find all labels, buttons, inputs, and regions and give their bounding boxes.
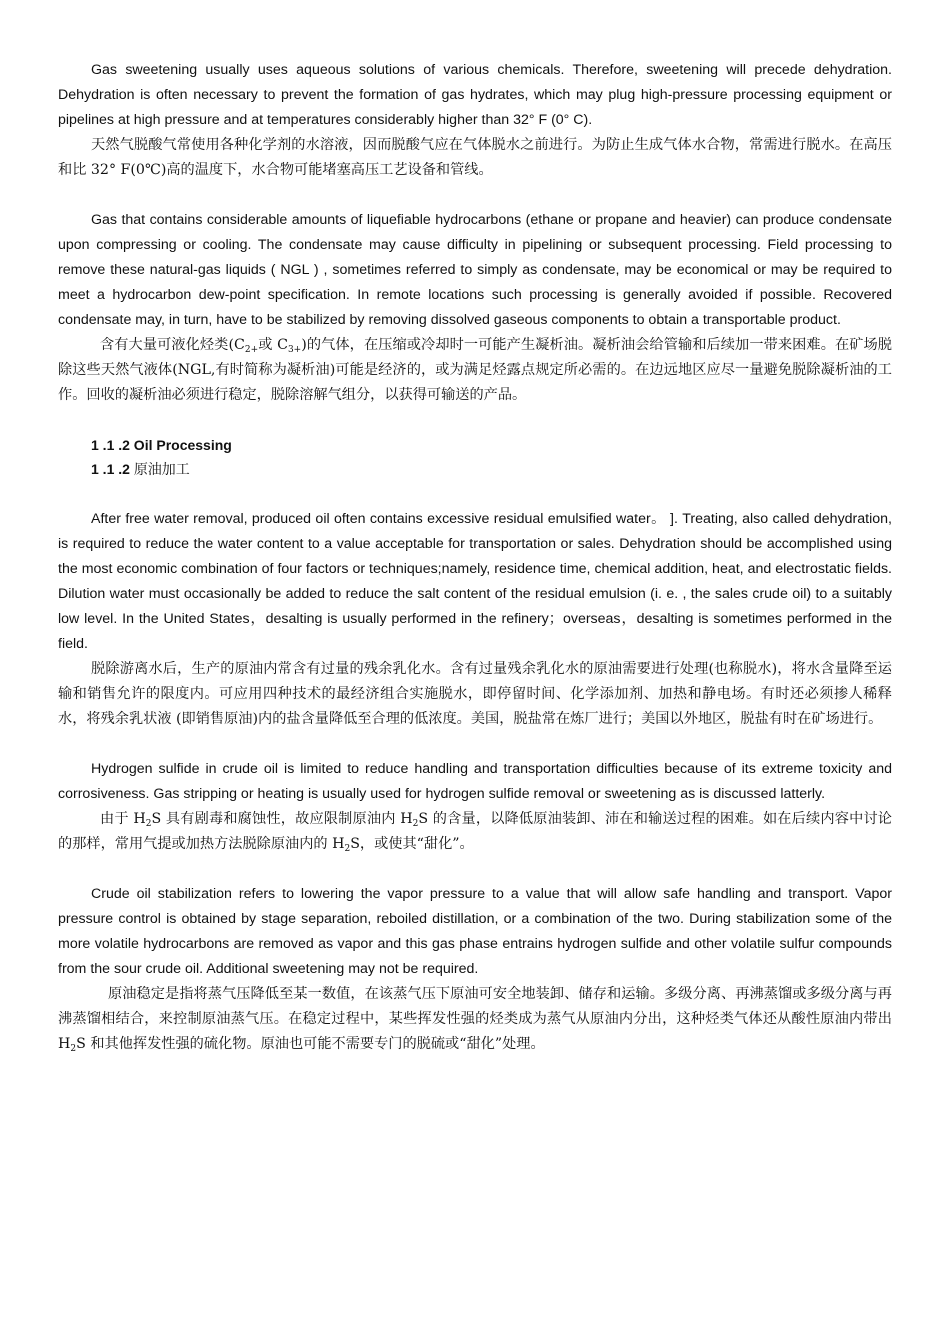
- paragraph-hydrogen-sulfide-en: Hydrogen sulfide in crude oil is limited to reduce handling and transportation difficulties because of its extreme toxicity and corrosiveness. Gas stripping or heating is usually used for hydrogen sulfide removal or sweetening as is discussed latterly.: [58, 761, 892, 802]
- paragraph-stabilization-zh: 原油稳定是指将蒸气压降低至某一数值，在该蒸气压下原油可安全地装卸、储存和运输。多级分离、再沸蒸馏或多级分离与再沸蒸馏相结合，来控制原油蒸气压。在稳定过程中，某些挥发性强的烃类成为蒸气从原油内分出，这种烃类气体还从酸性原油内带出 $H_2S$ 和其他挥发性强的硫化物。原油也可能不需要专门的脱硫或“甜化”处理。: [58, 986, 892, 1054]
- paragraph-gas-sweetening-zh: 天然气脱酸气常使用各种化学剂的水溶液，因而脱酸气应在气体脱水之前进行。为防止生成气体水合物，常需进行脱水。在高压和比 32° F(0℃)高的温度下，水合物可能堵塞高压工艺设备和管线。: [58, 137, 892, 178]
- paragraph-condensate-en: Gas that contains considerable amounts of liquefiable hydrocarbons (ethane or propane and heavier) can produce condensate upon compressing or cooling. The condensate may cause difficulty in pipelining or subsequent processing. Field processing to remove these natural-gas liquids ( NGL ) , sometimes referred to simply as condensate, may be economical or may be required to meet a hydrocarbon dew-point specification. In remote locations such processing is generally avoided if possible. Recovered condensate may, in turn, have to be stabilized by removing dissolved gaseous components to obtain a transportable product.: [58, 212, 892, 328]
- section-heading-zh: 1 .1 .2 原油加工: [91, 461, 190, 478]
- paragraph-condensate-zh: 含有大量可液化烃类($C_{2+}$或 $C_{3+}$)的气体，在压缩或冷却时一可能产生凝析油。凝析油会给管输和后续加一带来困难。在矿场脱除这些天然气液体(NGL,有时简称为凝析油)可能是经济的，或为满足烃露点规定所必需的。在边远地区应尽一量避免脱除凝析油的工作。回收的凝析油必须进行稳定，脱除溶解气组分，以获得可输送的产品。: [58, 337, 892, 403]
- paragraph-gas-sweetening-en: Gas sweetening usually uses aqueous solutions of various chemicals. Therefore, sweetening will precede dehydration. Dehydration is often necessary to prevent the formation of gas hydrates, which may plug high-pressure processing equipment or pipelines at high pressure and at temperatures considerably higher than 32° F (0° C).: [58, 62, 892, 128]
- paragraph-stabilization-en: Crude oil stabilization refers to lowering the vapor pressure to a value that will allow safe handling and transport. Vapor pressure control is obtained by stage separation, reboiled distillation, or a combination of the two. During stabilization some of the more volatile hydrocarbons are removed as vapor and this gas phase entrains hydrogen sulfide and other volatile sulfur compounds from the sour crude oil. Additional sweetening may not be required.: [58, 886, 892, 977]
- paragraph-hydrogen-sulfide-zh: 由于 $H_2S$ 具有剧毒和腐蚀性，故应限制原油内 $H_2S$ 的含量，以降低原油装卸、沛在和输送过程的困难。如在后续内容中讨论的那样，常用气提或加热方法脱除原油内的 $H_2S$，或使其“甜化”。: [58, 811, 892, 854]
- paragraph-dehydration-en: After free water removal, produced oil often contains excessive residual emulsified water。 ]. Treating, also called dehydration, is required to reduce the water content to a value acceptable for transportation or sales. Dehydration should be accomplished using the most economic combination of four factors or techniques;namely, residence time, chemical addition, heat, and electrostatic fields. Dilution water must occasionally be added to reduce the salt content of the residual emulsion (i. e. , the sales crude oil) to a suitably low level. In the United States，desalting is usually performed in the refinery；overseas，desalting is sometimes performed in the field.: [58, 511, 892, 652]
- paragraph-dehydration-zh: 脱除游离水后，生产的原油内常含有过量的残余乳化水。含有过量残余乳化水的原油需要进行处理(也称脱水)，将水含量降至运输和销售允许的限度内。可应用四种技术的最经济组合实施脱水，即停留时间、化学添加剂、加热和静电场。有时还必须掺人稀释水，将残余乳状液 (即销售原油)内的盐含量降低至合理的低浓度。美国，脱盐常在炼厂进行；美国以外地区，脱盐有时在矿场进行。: [58, 661, 892, 727]
- section-heading-en: 1 .1 .2 Oil Processing: [91, 437, 232, 453]
- document-page: [58, 58, 892, 1057]
